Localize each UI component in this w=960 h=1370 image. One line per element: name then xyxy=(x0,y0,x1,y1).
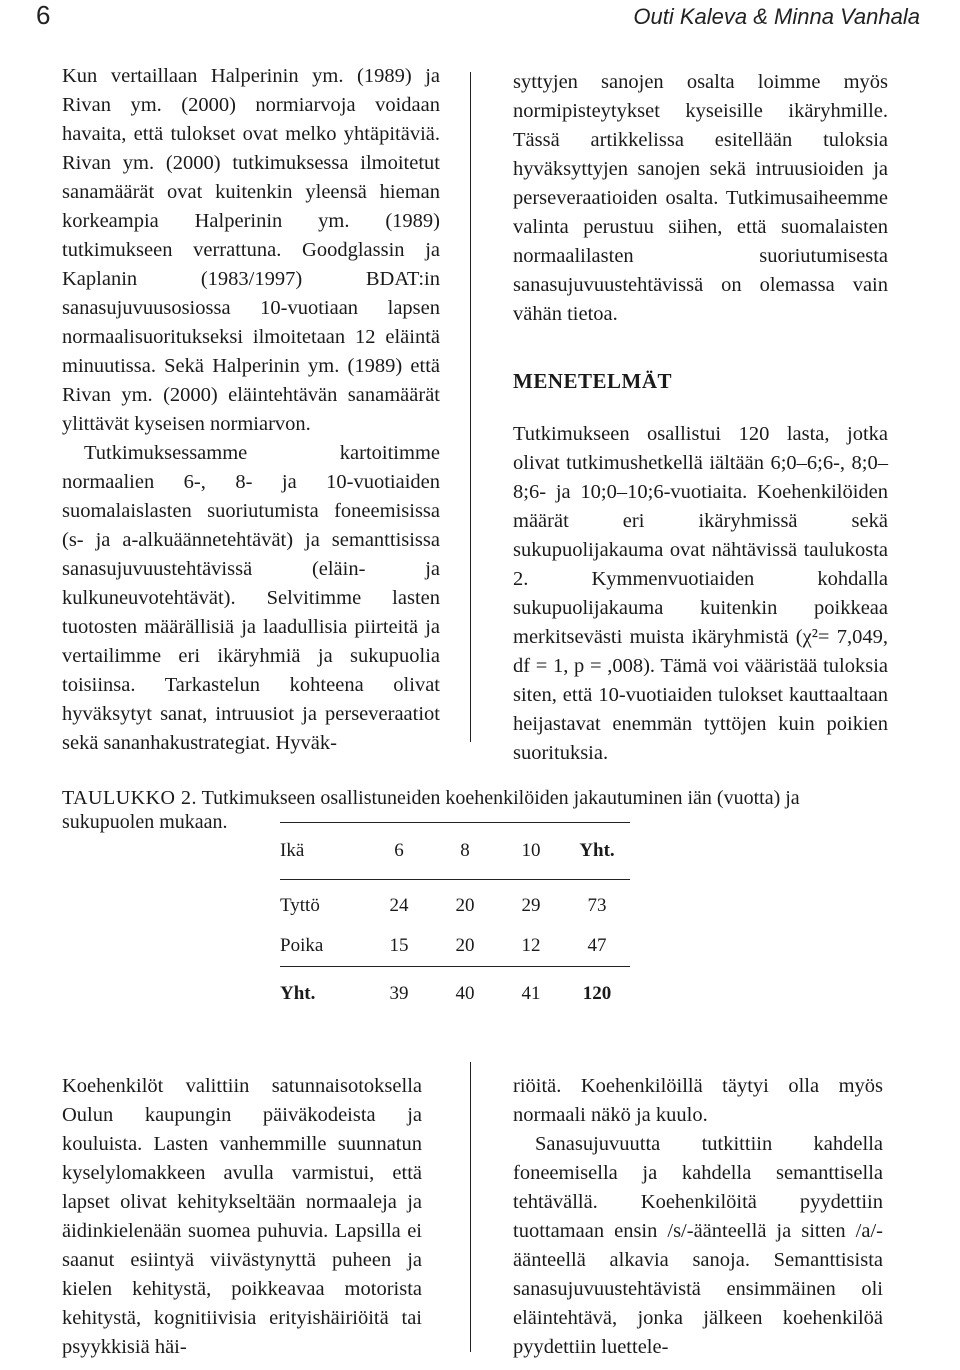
running-header-authors: Outi Kaleva & Minna Vanhala xyxy=(633,4,920,29)
table-cell: 39 xyxy=(366,967,432,1022)
table-header-cell: 8 xyxy=(432,823,498,880)
table-cell: 20 xyxy=(455,895,475,916)
text-column-bottom-right xyxy=(513,1072,883,1362)
table-total-row xyxy=(280,967,630,1022)
table-cell: 12 xyxy=(521,935,541,956)
table-cell: 40 xyxy=(432,967,498,1022)
table-header-cell: Yht. xyxy=(564,823,630,880)
paragraph: riöitä. Koehenkilöillä täytyi olla myös normaali näkö ja kuulo. xyxy=(513,1075,883,1126)
text-column-top-left xyxy=(62,62,440,758)
table-header-cell: 6 xyxy=(366,823,432,880)
table-row xyxy=(280,926,630,967)
table-cell: Yht. xyxy=(280,967,366,1022)
table-caption-label: TAULUKKO 2. xyxy=(62,787,197,809)
table-cell: 20 xyxy=(455,935,475,956)
page-number: 6 xyxy=(36,0,51,30)
table-caption-text: Tutkimukseen osallistuneiden koehenkilöiden jakautuminen iän (vuotta) ja sukupuolen mukaan. xyxy=(62,787,800,833)
table-cell: 41 xyxy=(498,967,564,1022)
table-cell: 73 xyxy=(587,895,607,916)
data-table xyxy=(280,822,630,1021)
table-cell: 29 xyxy=(521,895,541,916)
paragraph: Kun vertaillaan Halperinin ym. (1989) ja Rivan ym. (2000) normiarvoja voidaan havaita, että tulokset ovat melko yhtäpitäviä. Rivan ym. (2000) tutkimuksessa ilmoitetut sanamäärät ovat kuitenkin yleensä hieman korkeampia Halperinin ym. (1989) tutkimukseen verrattuna. Goodglassin ja Kaplanin (1983/1997) BDAT:in sanasujuvuusosiossa 10-vuotiaan lapsen normaalisuoritukseksi ilmoitetaan 12 eläintä minuutissa. Sekä Halperinin ym. (1989) että Rivan ym. (2000) eläintehtävän sanamäärät ylittävät kyseisen normiarvon. xyxy=(62,65,440,435)
table-cell: 15 xyxy=(389,935,409,956)
column-divider xyxy=(470,1062,471,1352)
column-divider xyxy=(470,72,471,742)
table-header-cell: 10 xyxy=(498,823,564,880)
text-column-bottom-left xyxy=(62,1072,422,1362)
table-cell: 47 xyxy=(587,935,607,956)
paragraph: Koehenkilöt valittiin satunnaisotoksella Oulun kaupungin päiväkodeista ja kouluista. Lasten vanhemmille suunnatun kyselylomakkeen avulla varmistui, että lapset olivat kehitykseltään normaaleja ja äidinkielenään suomea puhuvia. Lapsilla ei saanut esiintyä viivästynyttä puheen ja kielen kehitystä, poikkeavaa motorista kehitystä, kognitiivisia erityishäiriöitä tai psyykkisiä häi- xyxy=(62,1075,422,1358)
table-cell: Tyttö xyxy=(280,895,320,916)
paragraph: Tutkimuksessamme kartoitimme normaalien 6-, 8- ja 10-vuotiaiden suomalaislasten suoriutumista foneemisissa (s- ja a-alkuäännetehtävät) ja semanttisissa sanasujuvuustehtävissä (eläin- ja kulkuneuvotehtävät). Selvitimme lasten tuotosten määrällisiä ja laadullisia piirteitä ja vertailimme eri ikäryhmiä ja sukupuolia toisiinsa. Tarkastelun kohteena olivat hyväksytyt sanat, intruusiot ja perseveraatiot sekä sananhakustrategiat. Hyväk- xyxy=(62,442,440,754)
section-heading: MENETELMÄT xyxy=(513,369,673,393)
table-header-cell: Ikä xyxy=(280,823,366,880)
paragraph: Tutkimukseen osallistui 120 lasta, jotka olivat tutkimushetkellä iältään 6;0–6;6-, 8;0–8;6- ja 10;0–10;6-vuotiaita. Koehenkilöiden määrät eri ikäryhmissä sekä sukupuolijakauma ovat nähtävissä taulukosta 2. Kymmenvuotiaiden kohdalla sukupuolijakauma kuitenkin poikkeaa merkitsevästi muista ikäryhmistä (χ²= 7,049, df = 1, p = ,008). Tämä voi vääristää tuloksia siten, että 10-vuotiaiden tulokset kauttaaltaan heijastavat enemmän tyttöjen kuin poikien suorituksia. xyxy=(513,423,888,764)
text-column-top-right xyxy=(513,68,888,768)
table-cell: Poika xyxy=(280,935,324,956)
paragraph: syttyjen sanojen osalta loimme myös normipisteytykset kyseisille ikäryhmille. Tässä artikkelissa esitellään tuloksia hyväksyttyjen sanojen sekä intruusioiden ja perseveraatioiden osalta. Tutkimusaiheemme valinta perustuu siihen, että suomalaisten normaalilasten suoriutumisesta sanasujuvuustehtävissä on olemassa vain vähän tietoa. xyxy=(513,71,888,325)
table-row xyxy=(280,880,630,927)
table-header-row xyxy=(280,823,630,880)
paragraph: Sanasujuvuutta tutkittiin kahdella foneemisella ja kahdella semanttisella tehtävällä. Koehenkilöitä pyydettiin tuottamaan ensin /s/-äänteellä ja sitten /a/-äänteellä alkavia sanoja. Semanttisista sanasujuvuustehtävistä ensimmäinen oli eläintehtävä, jonka jälkeen koehenkilöä pyydettiin luettele- xyxy=(513,1133,883,1358)
table-cell: 24 xyxy=(389,895,409,916)
table-cell: 120 xyxy=(564,967,630,1022)
